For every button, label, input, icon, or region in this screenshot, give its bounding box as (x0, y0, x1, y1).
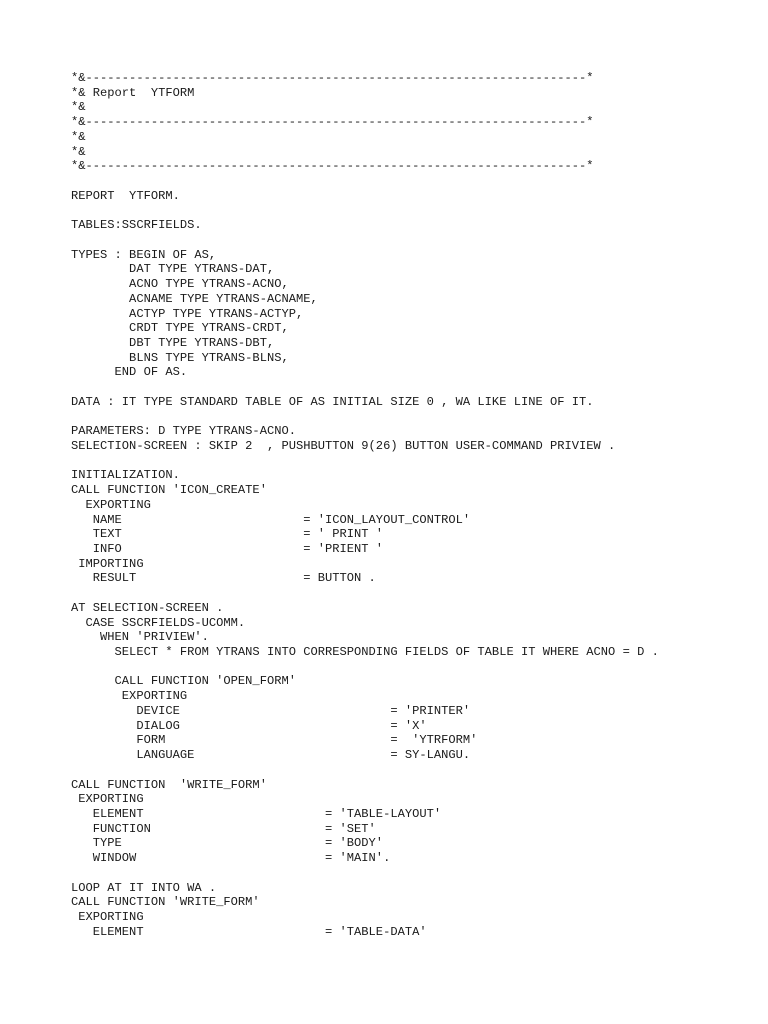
code-line (71, 233, 659, 248)
code-line: REPORT YTFORM. (71, 188, 180, 203)
code-line: BLNS TYPE YTRANS-BLNS, (71, 350, 289, 365)
code-line (71, 380, 659, 395)
code-line: INFO = 'PRIENT ' (71, 542, 384, 556)
code-line: ACNAME TYPE YTRANS-ACNAME, (71, 291, 318, 306)
code-line: *& (71, 100, 86, 115)
code-line: SELECTION-SCREEN : SKIP 2 , PUSHBUTTON 9(26) BUTTON USER-COMMAND PRIVIEW . (71, 438, 616, 453)
abap-source-code (71, 71, 659, 939)
code-line: ACNO TYPE YTRANS-ACNO, (71, 277, 289, 292)
code-line (71, 763, 659, 778)
code-line: LOOP AT IT INTO WA . (71, 880, 217, 895)
code-line (71, 586, 659, 601)
code-line: ACTYP TYPE YTRANS-ACTYP, (71, 306, 304, 321)
code-line: *& (71, 144, 86, 159)
code-line: SELECT * FROM YTRANS INTO CORRESPONDING FIELDS OF TABLE IT WHERE ACNO = D . (71, 645, 659, 660)
code-line: DEVICE = 'PRINTER' (71, 703, 471, 718)
code-line: CALL FUNCTION 'ICON_CREATE' (71, 483, 267, 498)
code-line: IMPORTING (71, 556, 144, 571)
code-line: END OF AS. (71, 365, 188, 380)
code-line: WINDOW = 'MAIN'. (71, 851, 391, 866)
code-line: *& (71, 129, 86, 144)
code-line (71, 454, 659, 469)
code-line (71, 203, 659, 218)
code-line: EXPORTING (71, 792, 144, 807)
code-line: CRDT TYPE YTRANS-CRDT, (71, 321, 289, 336)
code-line: AT SELECTION-SCREEN . (71, 600, 224, 615)
code-line: EXPORTING (71, 909, 144, 924)
code-line: FUNCTION = 'SET' (71, 821, 376, 836)
code-line: *&---------------------------------------------------------------------* (71, 115, 594, 130)
code-line: TYPE = 'BODY' (71, 836, 384, 851)
code-line: CASE SSCRFIELDS-UCOMM. (71, 615, 246, 630)
code-line: TEXT = ' PRINT ' (71, 527, 384, 542)
code-line: DBT TYPE YTRANS-DBT, (71, 335, 275, 350)
code-line: TYPES : BEGIN OF AS, (71, 247, 217, 262)
code-line: CALL FUNCTION 'OPEN_FORM' (71, 674, 296, 689)
code-line: NAME = 'ICON_LAYOUT_CONTROL' (71, 512, 471, 527)
code-line: CALL FUNCTION 'WRITE_FORM' (71, 895, 260, 910)
code-line: *& Report YTFORM (71, 85, 195, 100)
code-line: DATA : IT TYPE STANDARD TABLE OF AS INITIAL SIZE 0 , WA LIKE LINE OF IT. (71, 394, 594, 409)
code-line: DAT TYPE YTRANS-DAT, (71, 262, 275, 277)
code-line: ELEMENT = 'TABLE-LAYOUT' (71, 806, 442, 821)
code-line: RESULT = BUTTON . (71, 571, 376, 586)
code-line (71, 410, 659, 425)
code-line: CALL FUNCTION 'WRITE_FORM' (71, 777, 267, 792)
code-line: *&---------------------------------------------------------------------* (71, 159, 594, 174)
code-line: LANGUAGE = SY-LANGU. (71, 748, 471, 763)
code-line: EXPORTING (71, 689, 188, 704)
code-line (71, 660, 659, 675)
code-line: *&---------------------------------------------------------------------* (71, 71, 594, 85)
code-line: PARAMETERS: D TYPE YTRANS-ACNO. (71, 424, 296, 439)
code-line: DIALOG = 'X' (71, 718, 427, 733)
code-line: TABLES:SSCRFIELDS. (71, 218, 202, 233)
code-line: INITIALIZATION. (71, 468, 180, 483)
code-line (71, 174, 659, 189)
code-line: EXPORTING (71, 497, 151, 512)
code-line: FORM = 'YTRFORM' (71, 733, 478, 748)
code-line: ELEMENT = 'TABLE-DATA' (71, 924, 427, 939)
code-line: WHEN 'PRIVIEW'. (71, 630, 209, 645)
code-line (71, 866, 659, 881)
